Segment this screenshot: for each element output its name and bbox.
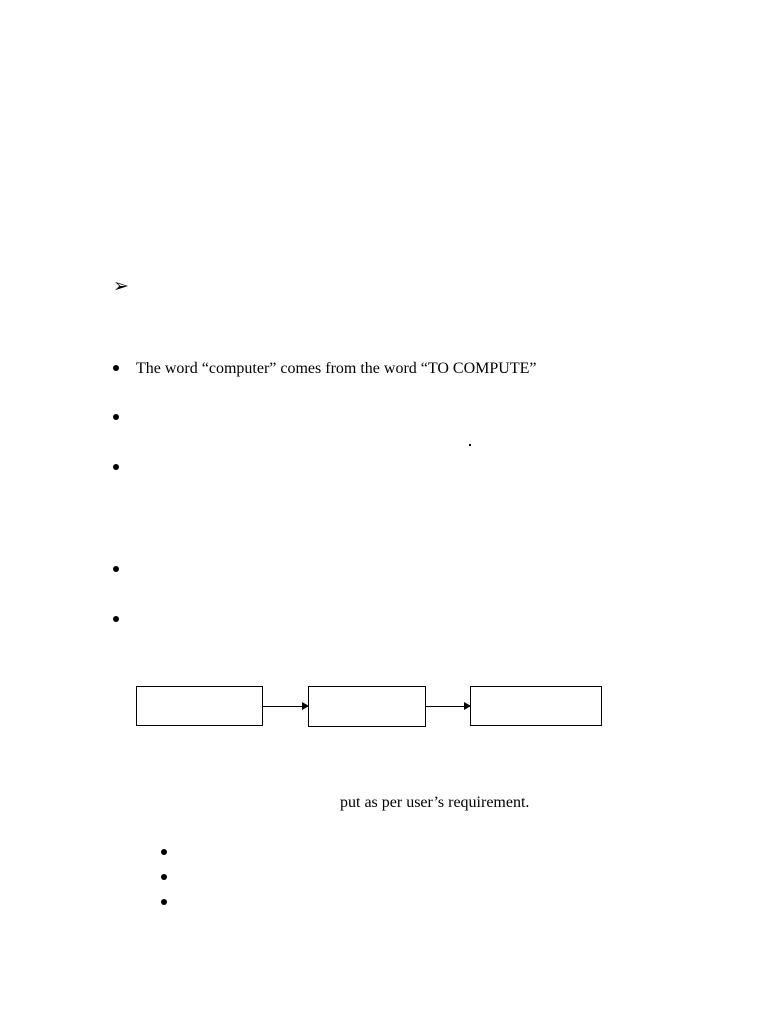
flow-box-process [308, 686, 426, 727]
bullet-icon [113, 566, 119, 572]
sub-bullet-icon [161, 899, 167, 905]
bullet-icon [113, 464, 119, 470]
bullet-text: The word “computer” comes from the word “TO COMPUTE” [136, 360, 537, 377]
flow-box-input [136, 686, 263, 726]
sub-bullet-icon [161, 849, 167, 855]
bullet-icon [113, 616, 119, 622]
bullet-icon [113, 365, 119, 371]
flow-arrow-icon [426, 706, 470, 707]
flow-box-output [470, 686, 602, 726]
output-description-fragment: put as per user’s requirement. [340, 794, 530, 811]
bullet-icon [113, 414, 119, 420]
flow-arrow-icon [263, 706, 308, 707]
section-arrow-icon: ➢ [113, 275, 129, 297]
sub-bullet-icon [161, 874, 167, 880]
stray-dot [469, 444, 471, 446]
